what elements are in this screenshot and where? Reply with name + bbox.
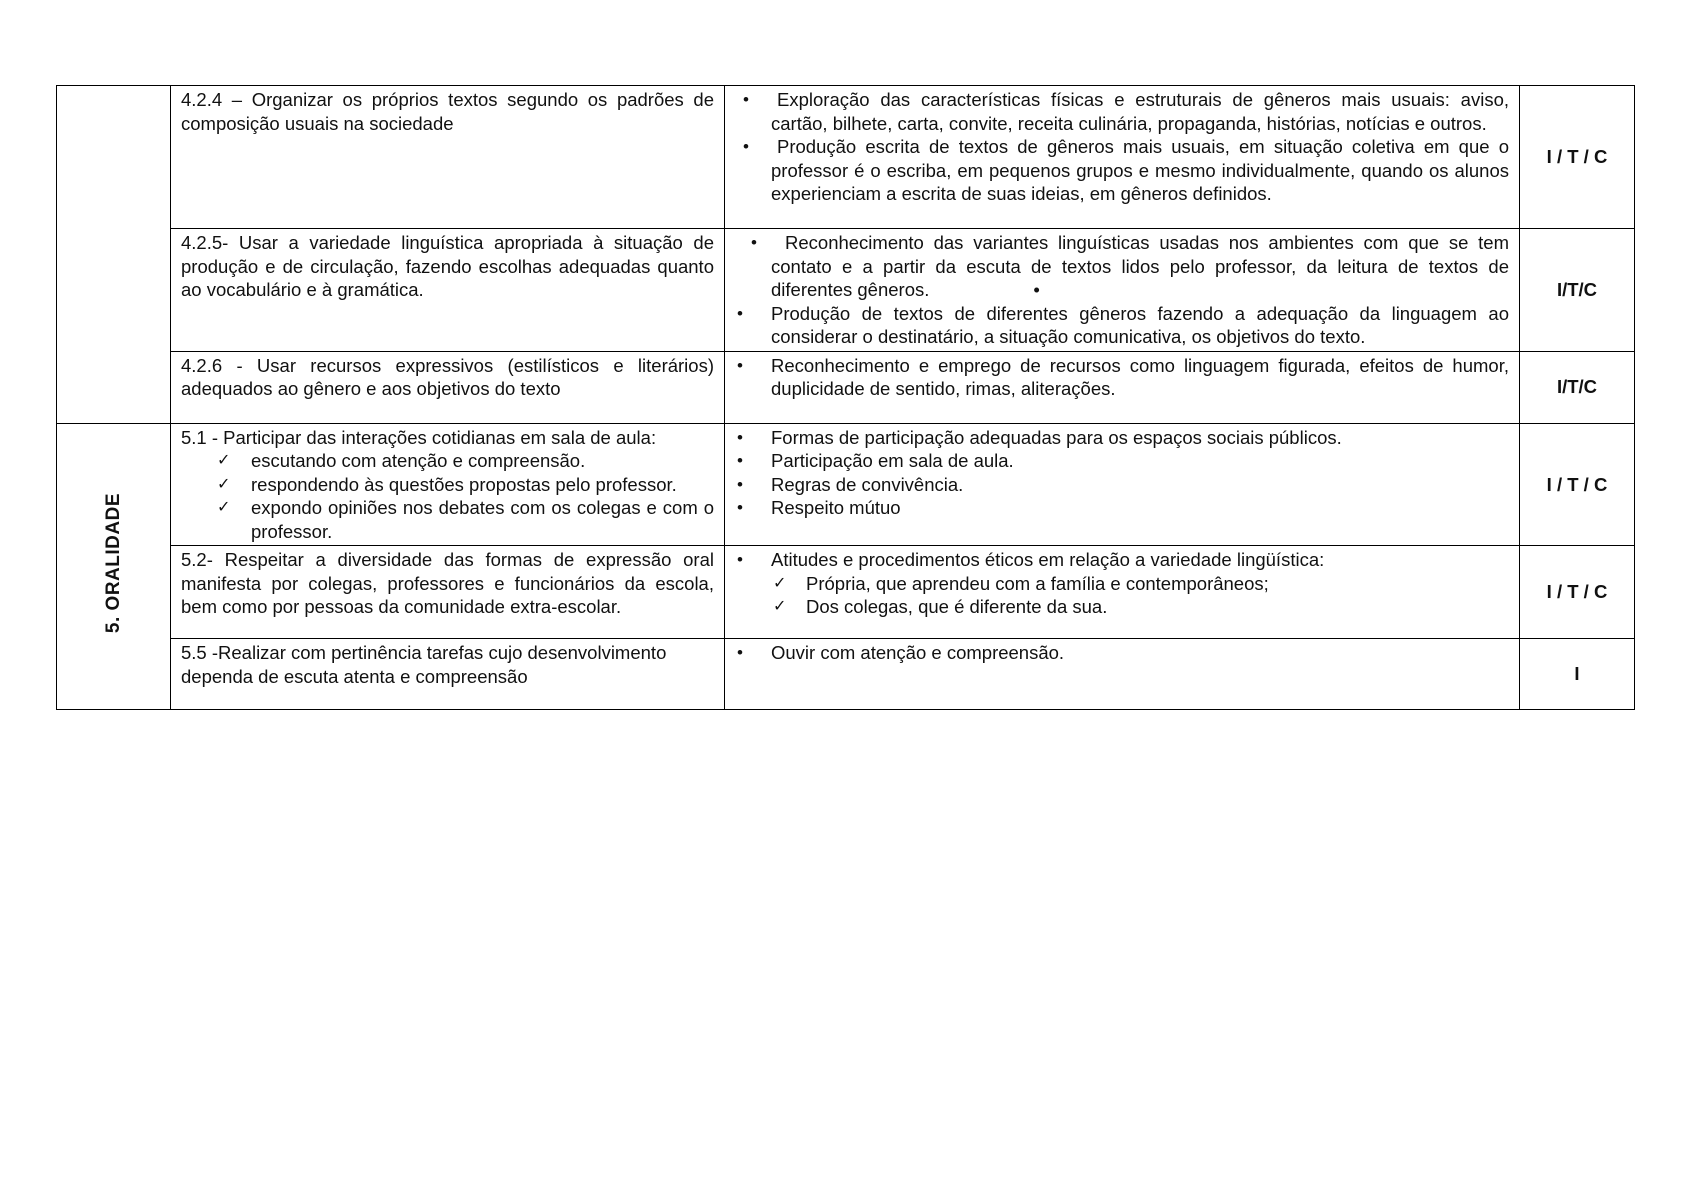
content-cell [725, 546, 1520, 639]
table-row [57, 351, 1635, 423]
content-cell [725, 639, 1520, 710]
objective-cell [171, 229, 725, 352]
code-cell [1520, 423, 1635, 546]
code-cell [1520, 86, 1635, 229]
content-cell [725, 86, 1520, 229]
table-row [57, 639, 1635, 710]
list-item: • Exploração das características físicas e estruturais de gêneros mais usuais: aviso, cartão, bilhete, carta, convite, receita culinária, propaganda, histórias, notícias e outros. [735, 88, 1509, 135]
content-cell [725, 351, 1520, 423]
table-row [57, 423, 1635, 546]
curriculum-table [56, 85, 1635, 710]
code-cell [1520, 639, 1635, 710]
content-list [735, 88, 1509, 206]
code-label: I [1574, 663, 1580, 685]
area-label: 5. ORALIDADE [102, 493, 124, 634]
check-item: ✓ Própria, que aprendeu com a família e contemporâneos; [771, 572, 1509, 596]
list-item-text: Reconhecimento das variantes linguísticas usadas nos ambientes com que se tem contato e a partir da escuta de textos lidos pelo professor, da leitura de textos de diferentes gêneros. [771, 232, 1509, 300]
content-list [735, 548, 1509, 619]
check-item: ✓ Dos colegas, que é diferente da sua. [771, 595, 1509, 619]
area-cell [57, 423, 171, 710]
objective-cell [171, 86, 725, 229]
content-cell [725, 229, 1520, 352]
content-list [735, 354, 1509, 401]
objective-cell [171, 351, 725, 423]
list-item [735, 231, 1509, 302]
list-item: • Regras de convivência. [735, 473, 1509, 497]
list-item: • Respeito mútuo [735, 496, 1509, 520]
content-checklist [771, 572, 1509, 619]
table-row [57, 229, 1635, 352]
code-cell [1520, 546, 1635, 639]
objective-text: 5.1 - Participar das interações cotidianas em sala de aula: [181, 426, 657, 448]
code-cell [1520, 229, 1635, 352]
code-cell [1520, 351, 1635, 423]
content-cell [725, 423, 1520, 546]
objective-cell [171, 546, 725, 639]
list-item: • Ouvir com atenção e compreensão. [735, 641, 1509, 665]
code-label: I/T/C [1556, 279, 1598, 300]
objective-checklist [181, 449, 714, 543]
code-label: I / T / C [1546, 581, 1608, 603]
objective-text: 4.2.5- Usar a variedade linguística apropriada à situação de produção e de circulação, fazendo escolhas adequadas quanto ao vocabulário e à gramática. [181, 232, 714, 300]
objective-cell [171, 423, 725, 546]
list-item [735, 548, 1509, 619]
code-label: I / T / C [1546, 146, 1608, 168]
content-list [735, 641, 1509, 665]
list-item: • Formas de participação adequadas para os espaços sociais públicos. [735, 426, 1509, 450]
list-item-text: • Atitudes e procedimentos éticos em relação a variedade lingüística: [771, 549, 1325, 570]
content-list [735, 231, 1509, 349]
objective-cell [171, 639, 725, 710]
check-item: ✓ escutando com atenção e compreensão. [209, 449, 714, 473]
list-item: • Produção escrita de textos de gêneros mais usuais, em situação coletiva em que o professor é o escriba, em pequenos grupos e mesmo individualmente, quando os alunos experienciam a escrita de suas ideias, em gêneros definidos. [735, 135, 1509, 206]
code-label: I / T / C [1546, 473, 1608, 495]
table-row [57, 546, 1635, 639]
check-item: ✓ respondendo às questões propostas pelo professor. [209, 473, 714, 497]
stray-bullet: • [1033, 279, 1040, 300]
objective-text: 5.2- Respeitar a diversidade das formas de expressão oral manifesta por colegas, professores e funcionários da escola, bem como por pessoas da comunidade extra-escolar. [181, 549, 714, 617]
list-item: • Produção de textos de diferentes gêneros fazendo a adequação da linguagem ao considerar o destinatário, a situação comunicativa, os objetivos do texto. [735, 302, 1509, 349]
list-item: • Participação em sala de aula. [735, 449, 1509, 473]
content-list [735, 426, 1509, 520]
list-item: • Reconhecimento e emprego de recursos como linguagem figurada, efeitos de humor, duplicidade de sentido, rimas, aliterações. [735, 354, 1509, 401]
objective-text: 5.5 -Realizar com pertinência tarefas cujo desenvolvimento dependa de escuta atenta e compreensão [181, 642, 667, 687]
objective-text: 4.2.4 – Organizar os próprios textos segundo os padrões de composição usuais na sociedade [181, 89, 714, 134]
check-item: ✓ expondo opiniões nos debates com os colegas e com o professor. [209, 496, 714, 543]
area-cell-empty [57, 86, 171, 424]
table-row [57, 86, 1635, 229]
objective-text: 4.2.6 - Usar recursos expressivos (estilísticos e literários) adequados ao gênero e aos objetivos do texto [181, 354, 714, 399]
code-label: I/T/C [1556, 376, 1598, 398]
